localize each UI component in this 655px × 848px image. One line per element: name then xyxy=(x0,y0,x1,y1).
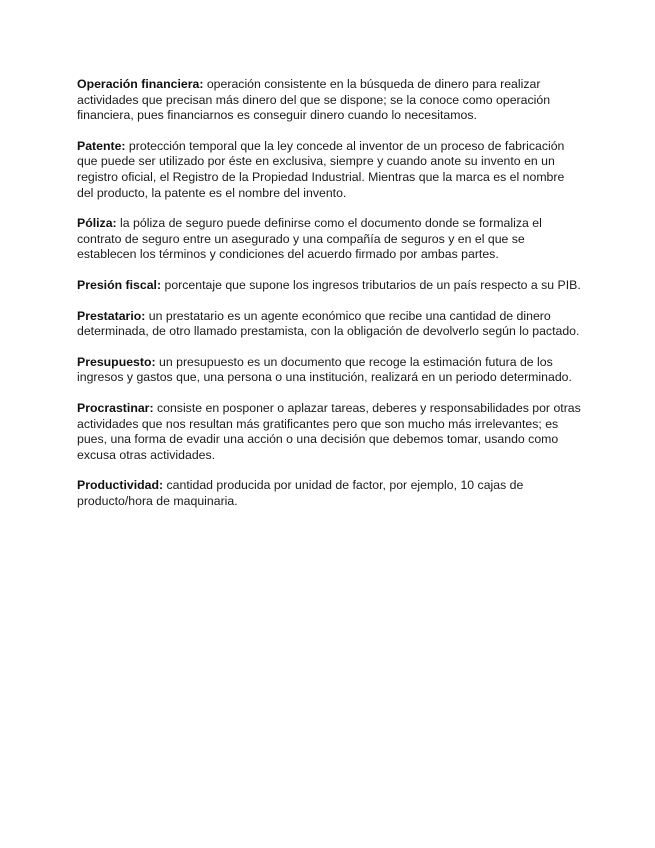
glossary-term: Operación financiera: xyxy=(77,77,204,91)
glossary-definition: consiste en posponer o aplazar tareas, deberes y responsabilidades por otras actividades que nos resultan más gratificantes pero que son mucho más irrelevantes; es pues, una forma de evadir una acción o una decisión que debemos tomar, usando como excusa otras actividades. xyxy=(77,400,581,462)
glossary-term: Prestatario: xyxy=(77,308,146,323)
glossary-entry-operacion-financiera xyxy=(77,77,582,124)
glossary-definition: protección temporal que la ley concede al inventor de un proceso de fabricación que puede ser utilizado por éste en exclusiva, siempre y cuando anote su invento en un registro oficial, el Registro de la Propiedad Industrial. Mientras que la marca es el nombre del producto, la patente es el nombre del invento. xyxy=(77,138,565,200)
glossary-entry-patente xyxy=(77,139,582,201)
glossary-definition: un prestatario es un agente económico que recibe una cantidad de dinero determinada, de otro llamado prestamista, con la obligación de devolverlo según lo pactado. xyxy=(77,308,580,339)
glossary-entry-prestatario xyxy=(77,309,582,340)
glossary-page xyxy=(77,77,582,524)
glossary-term: Productividad: xyxy=(77,478,164,493)
glossary-entry-presupuesto xyxy=(77,355,582,386)
glossary-entry-poliza xyxy=(77,216,582,263)
glossary-definition: un presupuesto es un documento que recoge la estimación futura de los ingresos y gastos que, una persona o una institución, realizará en un periodo determinado. xyxy=(77,354,572,385)
glossary-entry-presion-fiscal xyxy=(77,278,582,294)
glossary-term: Presupuesto: xyxy=(77,354,156,369)
glossary-term: Póliza: xyxy=(77,216,117,231)
glossary-term: Patente: xyxy=(77,138,126,153)
glossary-definition: porcentaje que supone los ingresos tributarios de un país respecto a su PIB. xyxy=(161,277,581,292)
glossary-entry-productividad xyxy=(77,478,582,509)
glossary-term: Presión fiscal: xyxy=(77,277,162,292)
glossary-term: Procrastinar: xyxy=(77,400,154,415)
glossary-definition: la póliza de seguro puede definirse como el documento donde se formaliza el contrato de seguro entre un asegurado y una compañía de seguros y en el que se establecen los términos y condiciones del acuerdo firmado por ambas partes. xyxy=(77,216,542,262)
glossary-definition: operación consistente en la búsqueda de dinero para realizar actividades que precisan más dinero del que se dispone; se la conoce como operación financiera, pues financiarnos es conseguir dinero cuando lo necesitamos. xyxy=(77,77,551,123)
glossary-definition: cantidad producida por unidad de factor, por ejemplo, 10 cajas de producto/hora de maquinaria. xyxy=(77,478,524,508)
glossary-entry-procrastinar xyxy=(77,401,582,463)
